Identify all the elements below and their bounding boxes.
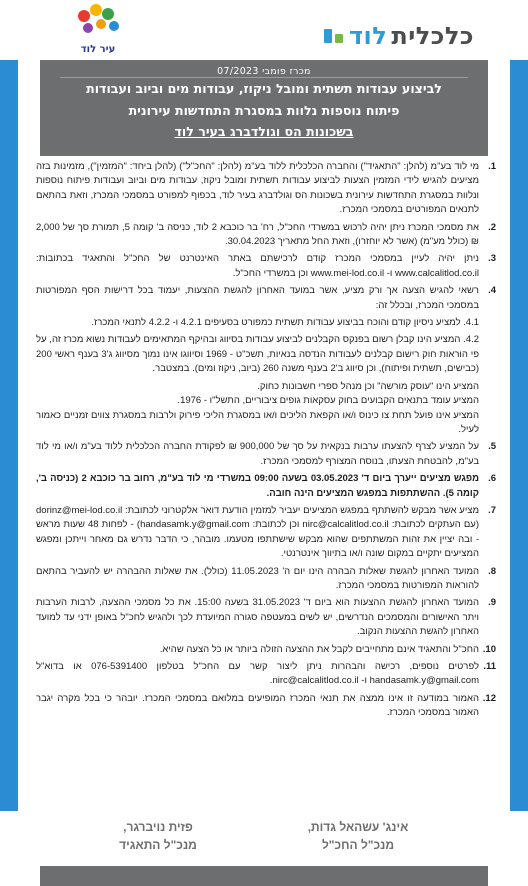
logo-word-lod: לוד — [348, 22, 388, 50]
signature-chairman — [278, 818, 438, 854]
logo-mark-icon — [323, 25, 345, 47]
clause-4: 4. רשאי להגיש הצעה אך ורק מציע, אשר במועד האחרון להגשת ההצעות, יעמוד בכל דרישות הסף המפורטות במסמכי המכרז, ובכלל זה: — [36, 284, 494, 313]
clause-text: מציע אשר מבקש להשתתף במפגש המציעים יעביר למזמין הודעת דואר אלקטרוני לכתובת: dorinz@mei-lod.co.il (עם העתקים לכתובת: nirc@calcalitlod.co.il וכן לכתובת: handasamk.y@gmail.com) - לפחות 48 שעות מראש - ובה יציין את זהות המשתתפים שהוא מבקש שישתתפו מטעמו. מובהר, כי הדבר נדרש גם מאחר וייתכן ומפגש המציעים יתקיים במקום שונה ו/או בתיווך אינטרנטי. — [36, 504, 479, 560]
clause-4-2 — [36, 333, 494, 376]
clause-text: מפגש מציעים ייערך ביום ד' 03.05.2023 בשעה 09:00 במשרדי מי לוד בע"מ, רחוב בר כוכבא 2 (כניסה ב', קומה 5). ההשתתפות במפגש המציעים הינה חובה. — [36, 473, 479, 499]
signature-ceo — [78, 818, 238, 854]
clause-text: המציע הינו "עוסק מורשה" וכן מנהל ספרי חשבונות כחוק. — [257, 380, 479, 392]
clause-4-3 — [36, 380, 494, 394]
clause-7: 7. מציע אשר מבקש להשתתף במפגש המציעים יעביר למזמין הודעת דואר אלקטרוני לכתובת: dorinz@mei-lod.co.il (עם העתקים לכתובת: nirc@calcalitlod.co.il וכן לכתובת: handasamk.y@gmail.com) - לפחות 48 שעות מראש - ובה יציין את זהות המשתתפים שהוא מבקש שישתתפו מטעמו. מובהר, כי הדבר נדרש גם מאחר וייתכן ומפגש המציעים יתקיים במקום שונה ו/או בתיווך אינטרנטי. — [36, 504, 494, 562]
clause-4-5 — [36, 409, 494, 438]
clause-11: 11. לפרטים נוספים, רכישה והבהרות ניתן ליצור קשר עם החכ"ל בטלפון 076-5391400 או בדוא"ל handasamk.y@gmail.com ו- nirc@calcalitlod.co.il. — [36, 660, 494, 689]
tender-number: מכרז פומבי 07/2023 — [60, 60, 468, 78]
left-accent-bar — [0, 60, 18, 811]
clause-text: האמור במודעה זו אינו ממצה את תנאי המכרז המופיעים במלואם במסמכי המכרז. יובהר כי בכל מקרה יגבר האמור במסמכי המכרז. — [36, 692, 479, 719]
clause-10: 10. החכ"ל והתאגיד אינם מתחייבים לקבל את ההצעה הזולה ביותר או כל הצעה שהיא. — [36, 643, 494, 657]
clause-text: ניתן יהיה לעיין במסמכי המכרז קודם לרכישתם באתר האינטרנט של החכ"ל והתאגיד בכתובות: www.calcalitlod.co.il ו- www.mei-lod.co.il וכן במשרדי החכ"ל. — [36, 253, 479, 279]
right-accent-bar — [510, 60, 528, 811]
city-logo-text: עיר לוד — [80, 44, 116, 55]
footer-bar — [40, 866, 488, 886]
clause-text: על המציע לצרף להצעתו ערבות בנקאית על סך של 900,000 ₪ לפקודת החברה הכלכלית ללוד בע"מ ו/או מי לוד בע"מ, להבטחת הצעתו, בנוסח המצורף למסמכי המכרז. — [36, 441, 479, 467]
title-line-2: פיתוח נוספות נלוות במסגרת התחדשות עירונית — [128, 102, 400, 118]
clause-text: המציע עומד בתנאים הקבועים בחוק עסקאות גופים ציבוריים, התשל"ו - 1976. — [177, 395, 479, 407]
clause-text: את מסמכי המכרז ניתן יהיה לרכוש במשרדי החכ"ל, רח' בר כוכבא 2 לוד, כניסה ב' קומה 5, תמורת סך של 2,000 ₪ (כולל מע"מ) (אשר לא יוחזרו), וזאת החל מתאריך 30.04.2023. — [36, 221, 480, 248]
signature-name: אינג' עשהאל גדות, — [307, 820, 409, 834]
clause-8: 8. המועד האחרון להגשת שאלות הבהרה הינו יום ה' 11.05.2023 (כולל). את שאלות ההבהרה יש להעביר בהתאם להוראות המפורטות במסמכי המכרז. — [36, 565, 494, 594]
signature-title: מנכ"ל התאגיד — [119, 838, 197, 852]
clause-text: מי לוד בע"מ (להלן: "התאגיד") והחברה הכלכלית ללוד בע"מ (להלן: "החכ"ל") (להלן ביחד: "המזמין"), מזמינות בזה מציעים להגיש לידי המזמין הצעות לביצוע עבודות תשתית ומובל ניקוז, עבודות מים וביוב ועבודות פיתוח נוספות ונלוות במסגרת התחדשות עירונית בשכונות הס וגולדברג בעיר לוד, בכפוף למפורט במסמכי המכרז, וזאת בהתאם לתנאים המפורטים במסמכי המכרז. — [36, 161, 479, 216]
clause-1: 1. מי לוד בע"מ (להלן: "התאגיד") והחברה הכלכלית ללוד בע"מ (להלן: "החכ"ל") (להלן ביחד: "המזמין"), מזמינות בזה מציעים להגיש לידי המזמין הצעות לביצוע עבודות תשתית ומובל ניקוז, עבודות מים וביוב ועבודות פיתוח נוספות ונלוות במסגרת התחדשות עירונית בשכונות הס וגולדברג בעיר לוד, בכפוף למפורט במסמכי המכרז, וזאת בהתאם לתנאים המפורטים במסמכי המכרז. — [36, 160, 494, 218]
clause-5: 5. על המציע לצרף להצעתו ערבות בנקאית על סך של 900,000 ₪ לפקודת החברה הכלכלית ללוד בע"מ ו/או מי לוד בע"מ, להבטחת הצעתו, בנוסח המצורף למסמכי המכרז. — [36, 440, 494, 469]
signature-title: מנכ"ל החכ"ל — [321, 838, 395, 852]
clause-text: לפרטים נוספים, רכישה והבהרות ניתן ליצור קשר עם החכ"ל בטלפון 076-5391400 או בדוא"ל handasamk.y@gmail.com ו- nirc@calcalitlod.co.il. — [36, 661, 480, 687]
logo-word-calcalit: כלכלית — [391, 22, 474, 50]
clause-text: המועד האחרון להגשת ההצעות הוא ביום ד' 31.05.2023 בשעה 15:00. את כל מסמכי ההצעה, לרבות הערבות ויתר האישורים והמסמכים הנדרשים, יש לשים במעטפה סגורה המיועדת לכך ולהגיש לחכ"ל באופן ידני עד למועד האחרון להגשת ההצעות הנקוב. — [36, 597, 479, 638]
clause-3: 3. ניתן יהיה לעיין במסמכי המכרז קודם לרכישתם באתר האינטרנט של החכ"ל והתאגיד בכתובות: www.calcalitlod.co.il ו- www.mei-lod.co.il וכן במשרדי החכ"ל. — [36, 252, 494, 281]
clause-9: 9. המועד האחרון להגשת ההצעות הוא ביום ד' 31.05.2023 בשעה 15:00. את כל מסמכי ההצעה, לרבות הערבות ויתר האישורים והמסמכים הנדרשים, יש לשים במעטפה סגורה המיועדת לכך ולהגיש לחכ"ל באופן ידני עד למועד האחרון להגשת ההצעות הנקוב. — [36, 596, 494, 639]
page-header — [0, 0, 528, 60]
clause-text: רשאי להגיש הצעה אך ורק מציע, אשר במועד האחרון להגשת ההצעות, יעמוד בכל דרישות הסף המפורטות במסמכי המכרז, ובכלל זה: — [36, 285, 479, 311]
calcalit-lod-logo — [323, 22, 474, 50]
clause-2: 2. את מסמכי המכרז ניתן יהיה לרכוש במשרדי החכ"ל, רח' בר כוכבא 2 לוד, כניסה ב' קומה 5, תמורת סך של 2,000 ₪ (כולל מע"מ) (אשר לא יוחזרו), וזאת החל מתאריך 30.04.2023. — [36, 221, 494, 250]
tender-body — [36, 160, 494, 724]
clause-text: החכ"ל והתאגיד אינם מתחייבים לקבל את ההצעה הזולה ביותר או כל הצעה שהיא. — [159, 643, 479, 655]
signature-name: פזית נויברגר, — [123, 820, 193, 834]
clause-text: 4.1. למציע ניסיון קודם והוכח בביצוע עבודות תשתית כמפורט בסעיפים 4.2.1 ו- 4.2.2 לתנאי המכרז. — [91, 317, 479, 329]
title-line-3: בשכונות הס וגולדברג בעיר לוד — [174, 124, 354, 139]
title-line-1: לביצוע עבודות תשתית ומובל ניקוז, עבודות מים וביוב ועבודות — [86, 81, 442, 96]
clause-text: המועד האחרון להגשת שאלות הבהרה הינו יום ה' 11.05.2023 (כולל). את שאלות ההבהרה יש להעביר בהתאם להוראות המפורטות במסמכי המכרז. — [36, 565, 479, 591]
lod-city-logo-icon — [72, 2, 124, 58]
title-banner — [40, 60, 488, 156]
clause-text: 4.2. המציע הינו קבלן רשום בפנקס הקבלנים לביצוע עבודות בסיווג ובהיקף המתאימים לעבודות נשוא מכרז זה, על פי הוראות חוק רישום קבלנים לעבודות הנדסה בנאיות, תשכ"ט - 1969 וסיווגו אינו נמוך מסיווג ג'3 בענף ראשי 200 (כבישים, תשתית ופיתוח), וכן סיווג ב'2 בענף משנה 260 (ביוב, ניקוז ומים). במצטבר. — [36, 334, 480, 375]
clause-12: 12. האמור במודעה זו אינו ממצה את תנאי המכרז המופיעים במלואם במסמכי המכרז. יובהר כי בכל מקרה יגבר האמור במסמכי המכרז. — [36, 692, 494, 721]
clause-6: 6. מפגש מציעים ייערך ביום ד' 03.05.2023 בשעה 09:00 במשרדי מי לוד בע"מ, רחוב בר כוכבא 2 (כניסה ב', קומה 5). ההשתתפות במפגש המציעים הינה חובה. — [36, 472, 494, 501]
clause-4-4 — [36, 394, 494, 408]
clause-text: המציע אינו פועל תחת צו כינוס ו/או הקפאת הליכים ו/או במסגרת הליכי פירוק ולרבות במסגרת צווים זמניים כאמור לעיל. — [36, 409, 479, 435]
clause-4-1 — [36, 316, 494, 330]
